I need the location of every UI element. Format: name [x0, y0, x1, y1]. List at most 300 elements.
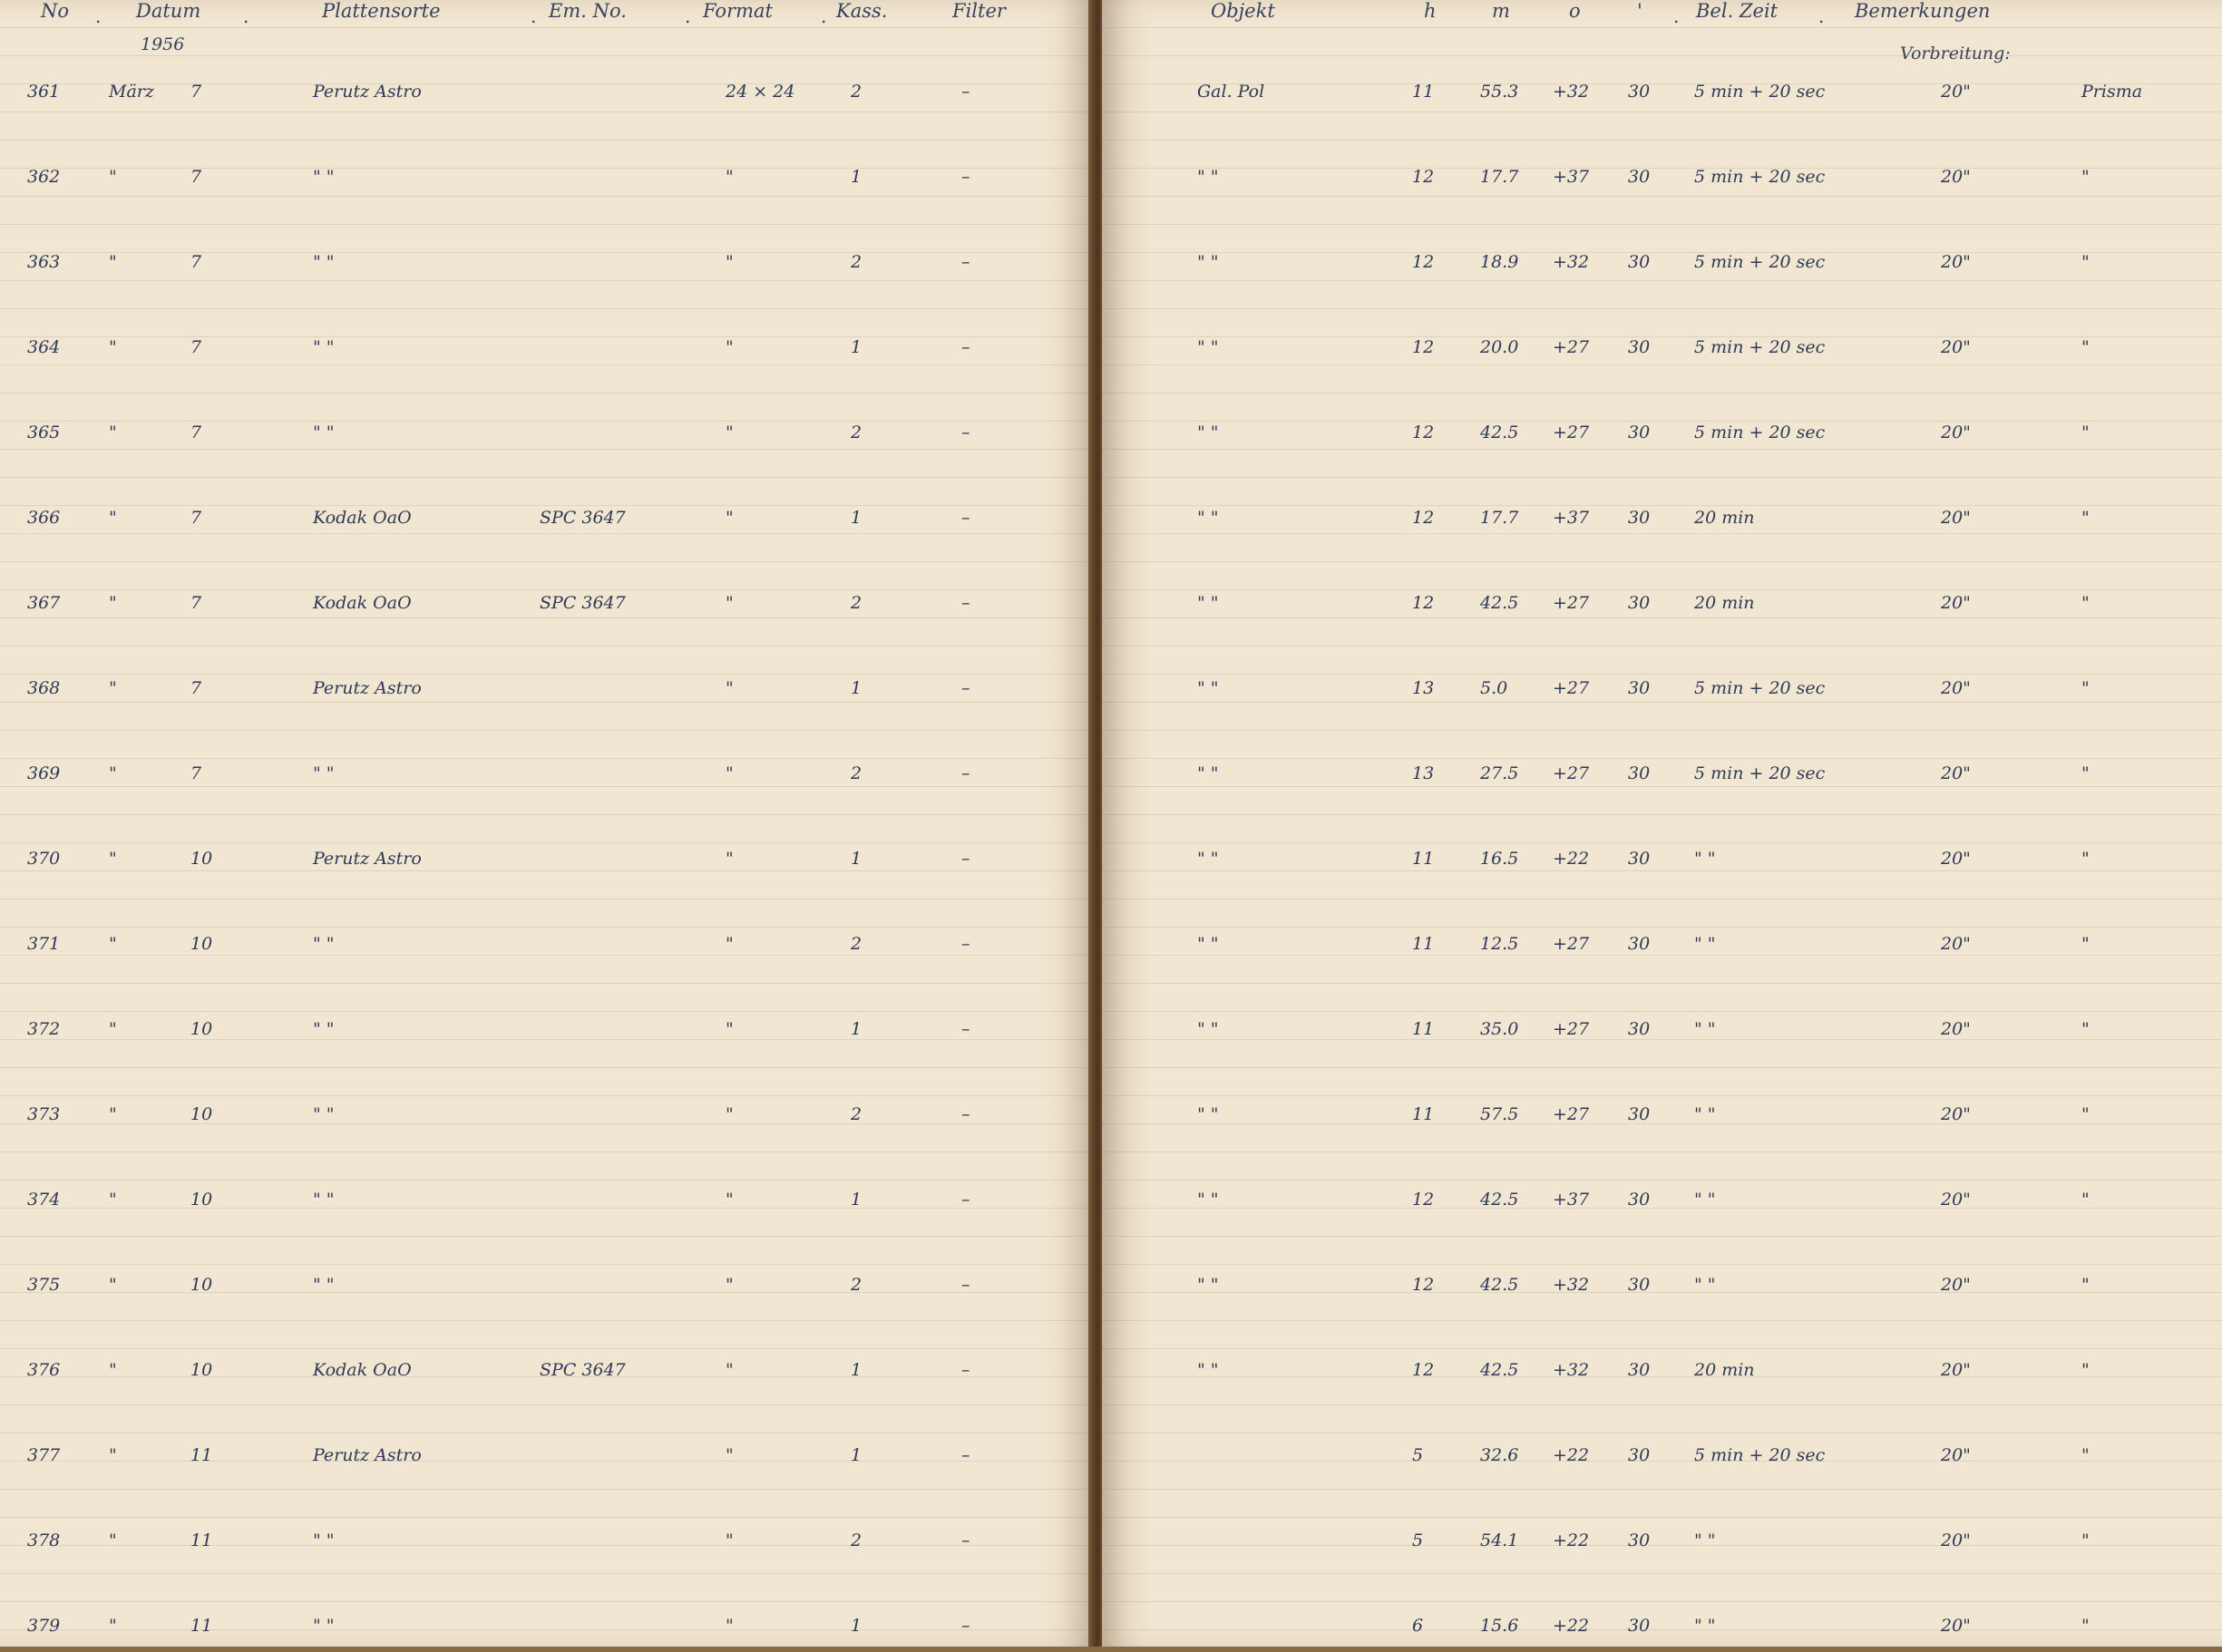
- cell-format: ": [726, 934, 734, 954]
- cell-day: 7: [190, 167, 202, 187]
- cell-day: 11: [190, 1616, 213, 1636]
- cell-kass: 1: [851, 1616, 862, 1636]
- cell-plate: Perutz Astro: [313, 849, 422, 869]
- cell-no: 378: [27, 1531, 61, 1550]
- cell-format: ": [726, 1275, 734, 1295]
- cell-m: 12.5: [1480, 934, 1519, 954]
- cell-kass: 2: [851, 593, 862, 613]
- log-row: [0, 1531, 2222, 1567]
- cell-vor: 20": [1941, 934, 1971, 954]
- cell-month: ": [109, 1190, 117, 1210]
- cell-day: 10: [190, 849, 213, 869]
- cell-plate: Perutz Astro: [313, 82, 422, 102]
- cell-obj: " ": [1197, 763, 1219, 783]
- cell-obj: Gal. Pol: [1197, 82, 1265, 102]
- cell-format: ": [726, 849, 734, 869]
- cell-format: 24 × 24: [726, 82, 795, 102]
- cell-kass: 2: [851, 1104, 862, 1124]
- cell-rem: ": [2081, 1531, 2090, 1550]
- cell-vor: 20": [1941, 1190, 1971, 1210]
- cell-m: 5.0: [1480, 678, 1508, 698]
- vorbereitung-label: Vorbreitung:: [1900, 44, 2011, 63]
- cell-deg: +27: [1553, 678, 1590, 698]
- cell-obj: " ": [1197, 1190, 1219, 1210]
- cell-bel: 5 min + 20 sec: [1694, 423, 1826, 442]
- cell-plate: " ": [313, 1275, 335, 1295]
- log-row: [0, 1275, 2222, 1311]
- cell-em: SPC 3647: [540, 508, 626, 528]
- cell-no: 362: [27, 167, 61, 187]
- cell-deg: +32: [1553, 82, 1590, 102]
- cell-bel: " ": [1694, 1104, 1716, 1124]
- cell-no: 361: [27, 82, 61, 102]
- cell-deg: +27: [1553, 1019, 1590, 1039]
- log-row: [0, 934, 2222, 970]
- cell-m: 54.1: [1480, 1531, 1519, 1550]
- cell-month: ": [109, 1019, 117, 1039]
- cell-h: 12: [1412, 1190, 1435, 1210]
- header-separator: .: [821, 5, 827, 27]
- log-row: [0, 763, 2222, 800]
- cell-obj: " ": [1197, 167, 1219, 187]
- cell-vor: 20": [1941, 849, 1971, 869]
- cell-deg: +32: [1553, 252, 1590, 272]
- cell-h: 12: [1412, 252, 1435, 272]
- cell-filter: –: [961, 337, 970, 357]
- log-row: [0, 82, 2222, 118]
- cell-kass: 1: [851, 1190, 862, 1210]
- cell-em: SPC 3647: [540, 593, 626, 613]
- cell-deg: +32: [1553, 1275, 1590, 1295]
- cell-h: 12: [1412, 508, 1435, 528]
- cell-month: ": [109, 1104, 117, 1124]
- cell-deg: +22: [1553, 1616, 1590, 1636]
- cell-bel: " ": [1694, 1019, 1716, 1039]
- cell-m: 42.5: [1480, 423, 1519, 442]
- cell-obj: " ": [1197, 1360, 1219, 1380]
- cell-rem: ": [2081, 1275, 2090, 1295]
- cell-min: 30: [1628, 1360, 1651, 1380]
- cell-format: ": [726, 423, 734, 442]
- cell-min: 30: [1628, 1190, 1651, 1210]
- cell-m: 16.5: [1480, 849, 1519, 869]
- cell-bel: " ": [1694, 1531, 1716, 1550]
- cell-vor: 20": [1941, 167, 1971, 187]
- cell-plate: " ": [313, 423, 335, 442]
- cell-deg: +37: [1553, 1190, 1590, 1210]
- cell-month: ": [109, 934, 117, 954]
- cell-kass: 2: [851, 934, 862, 954]
- cell-kass: 2: [851, 82, 862, 102]
- cell-obj: " ": [1197, 423, 1219, 442]
- header-format: Format: [703, 0, 773, 22]
- cell-h: 5: [1412, 1531, 1424, 1550]
- cell-format: ": [726, 1104, 734, 1124]
- cell-no: 376: [27, 1360, 61, 1380]
- cell-deg: +22: [1553, 849, 1590, 869]
- cell-h: 11: [1412, 1104, 1435, 1124]
- cell-min: 30: [1628, 1616, 1651, 1636]
- cell-format: ": [726, 1445, 734, 1465]
- cell-m: 17.7: [1480, 167, 1519, 187]
- cell-min: 30: [1628, 423, 1651, 442]
- cell-plate: " ": [313, 1104, 335, 1124]
- cell-day: 7: [190, 423, 202, 442]
- cell-min: 30: [1628, 934, 1651, 954]
- cell-filter: –: [961, 763, 970, 783]
- cell-plate: " ": [313, 1190, 335, 1210]
- cell-filter: –: [961, 1104, 970, 1124]
- cell-vor: 20": [1941, 1445, 1971, 1465]
- year-label: 1956: [141, 34, 185, 54]
- cell-bel: " ": [1694, 1190, 1716, 1210]
- cell-deg: +32: [1553, 1360, 1590, 1380]
- cell-rem: ": [2081, 1445, 2090, 1465]
- cell-month: ": [109, 252, 117, 272]
- cell-vor: 20": [1941, 508, 1971, 528]
- cell-min: 30: [1628, 1019, 1651, 1039]
- log-row: [0, 593, 2222, 629]
- cell-bel: " ": [1694, 934, 1716, 954]
- cell-plate: " ": [313, 763, 335, 783]
- cell-min: 30: [1628, 252, 1651, 272]
- cell-h: 12: [1412, 593, 1435, 613]
- cell-no: 367: [27, 593, 61, 613]
- cell-filter: –: [961, 167, 970, 187]
- cell-rem: ": [2081, 252, 2090, 272]
- cell-month: ": [109, 508, 117, 528]
- cell-plate: " ": [313, 337, 335, 357]
- cell-no: 379: [27, 1616, 61, 1636]
- cell-min: 30: [1628, 1275, 1651, 1295]
- cell-no: 369: [27, 763, 61, 783]
- cell-rem: ": [2081, 678, 2090, 698]
- header-kass: Kass.: [836, 0, 888, 22]
- cell-h: 12: [1412, 167, 1435, 187]
- cell-kass: 1: [851, 337, 862, 357]
- cell-deg: +27: [1553, 593, 1590, 613]
- cell-filter: –: [961, 849, 970, 869]
- cell-h: 11: [1412, 934, 1435, 954]
- cell-no: 366: [27, 508, 61, 528]
- cell-obj: " ": [1197, 1019, 1219, 1039]
- header-separator: .: [1818, 5, 1825, 27]
- cell-format: ": [726, 1616, 734, 1636]
- cell-no: 370: [27, 849, 61, 869]
- cell-no: 364: [27, 337, 61, 357]
- log-row: [0, 849, 2222, 885]
- cell-day: 10: [190, 1019, 213, 1039]
- cell-obj: " ": [1197, 849, 1219, 869]
- cell-bel: " ": [1694, 1616, 1716, 1636]
- cell-bel: 20 min: [1694, 1360, 1755, 1380]
- cell-format: ": [726, 1019, 734, 1039]
- cell-filter: –: [961, 252, 970, 272]
- cell-format: ": [726, 1531, 734, 1550]
- cell-m: 42.5: [1480, 593, 1519, 613]
- cell-plate: Kodak OaO: [313, 508, 412, 528]
- cell-m: 55.3: [1480, 82, 1519, 102]
- cell-no: 374: [27, 1190, 61, 1210]
- cell-no: 377: [27, 1445, 61, 1465]
- cell-bel: 20 min: [1694, 508, 1755, 528]
- cell-day: 10: [190, 1190, 213, 1210]
- cell-filter: –: [961, 423, 970, 442]
- cell-no: 363: [27, 252, 61, 272]
- cell-month: ": [109, 678, 117, 698]
- cell-h: 5: [1412, 1445, 1424, 1465]
- cell-bel: " ": [1694, 849, 1716, 869]
- cell-bel: 5 min + 20 sec: [1694, 252, 1826, 272]
- cell-h: 12: [1412, 337, 1435, 357]
- cell-no: 365: [27, 423, 61, 442]
- cell-deg: +27: [1553, 763, 1590, 783]
- cell-min: 30: [1628, 849, 1651, 869]
- cell-kass: 1: [851, 1360, 862, 1380]
- cell-plate: " ": [313, 252, 335, 272]
- cell-rem: ": [2081, 1104, 2090, 1124]
- cell-m: 27.5: [1480, 763, 1519, 783]
- header-datum: Datum: [136, 0, 201, 22]
- cell-deg: +27: [1553, 337, 1590, 357]
- cell-plate: " ": [313, 1019, 335, 1039]
- cell-rem: ": [2081, 1616, 2090, 1636]
- cell-month: ": [109, 1445, 117, 1465]
- cell-deg: +27: [1553, 1104, 1590, 1124]
- left-page: [0, 0, 1093, 1647]
- header-bel-zeit: Bel. Zeit: [1696, 0, 1779, 22]
- cell-month: ": [109, 1531, 117, 1550]
- cell-day: 7: [190, 252, 202, 272]
- cell-month: ": [109, 1616, 117, 1636]
- header-em-no: Em. No.: [549, 0, 627, 22]
- cell-kass: 1: [851, 678, 862, 698]
- cell-day: 10: [190, 934, 213, 954]
- log-row: [0, 678, 2222, 714]
- cell-vor: 20": [1941, 1616, 1971, 1636]
- cell-min: 30: [1628, 1445, 1651, 1465]
- cell-filter: –: [961, 934, 970, 954]
- cell-kass: 2: [851, 423, 862, 442]
- cell-rem: ": [2081, 934, 2090, 954]
- cell-obj: " ": [1197, 337, 1219, 357]
- cell-rem: ": [2081, 849, 2090, 869]
- header-separator: .: [243, 5, 249, 27]
- header-separator: .: [1673, 5, 1680, 27]
- cell-vor: 20": [1941, 423, 1971, 442]
- header-deg: o: [1569, 0, 1581, 22]
- cell-no: 373: [27, 1104, 61, 1124]
- cell-obj: " ": [1197, 1104, 1219, 1124]
- cell-month: ": [109, 1275, 117, 1295]
- cell-plate: Kodak OaO: [313, 593, 412, 613]
- cell-m: 20.0: [1480, 337, 1519, 357]
- cell-month: ": [109, 849, 117, 869]
- cell-bel: 5 min + 20 sec: [1694, 678, 1826, 698]
- cell-filter: –: [961, 678, 970, 698]
- cell-min: 30: [1628, 167, 1651, 187]
- cell-filter: –: [961, 508, 970, 528]
- cell-h: 11: [1412, 849, 1435, 869]
- cell-h: 12: [1412, 1360, 1435, 1380]
- cell-h: 6: [1412, 1616, 1424, 1636]
- cell-day: 7: [190, 678, 202, 698]
- cell-bel: 5 min + 20 sec: [1694, 1445, 1826, 1465]
- cell-filter: –: [961, 1531, 970, 1550]
- cell-month: ": [109, 1360, 117, 1380]
- cell-filter: –: [961, 82, 970, 102]
- cell-filter: –: [961, 593, 970, 613]
- cell-month: ": [109, 337, 117, 357]
- cell-day: 11: [190, 1445, 213, 1465]
- log-row: [0, 1616, 2222, 1652]
- cell-h: 11: [1412, 1019, 1435, 1039]
- log-row: [0, 1445, 2222, 1482]
- cell-min: 30: [1628, 1531, 1651, 1550]
- cell-min: 30: [1628, 82, 1651, 102]
- cell-rem: ": [2081, 508, 2090, 528]
- cell-m: 15.6: [1480, 1616, 1519, 1636]
- cell-format: ": [726, 593, 734, 613]
- cell-m: 17.7: [1480, 508, 1519, 528]
- cell-obj: " ": [1197, 934, 1219, 954]
- cell-kass: 2: [851, 763, 862, 783]
- cell-rem: ": [2081, 1190, 2090, 1210]
- cell-format: ": [726, 252, 734, 272]
- cell-no: 372: [27, 1019, 61, 1039]
- cell-vor: 20": [1941, 337, 1971, 357]
- cell-vor: 20": [1941, 1360, 1971, 1380]
- cell-month: ": [109, 763, 117, 783]
- header-m: m: [1492, 0, 1510, 22]
- cell-format: ": [726, 337, 734, 357]
- cell-rem: ": [2081, 1019, 2090, 1039]
- cell-vor: 20": [1941, 1019, 1971, 1039]
- cell-bel: 5 min + 20 sec: [1694, 82, 1826, 102]
- cell-m: 32.6: [1480, 1445, 1519, 1465]
- cell-kass: 1: [851, 849, 862, 869]
- cell-kass: 1: [851, 1445, 862, 1465]
- cell-format: ": [726, 678, 734, 698]
- cell-deg: +22: [1553, 1531, 1590, 1550]
- cell-filter: –: [961, 1019, 970, 1039]
- cell-plate: " ": [313, 934, 335, 954]
- cell-deg: +27: [1553, 423, 1590, 442]
- cell-min: 30: [1628, 337, 1651, 357]
- cell-vor: 20": [1941, 1531, 1971, 1550]
- cell-min: 30: [1628, 593, 1651, 613]
- right-page: [1102, 0, 2222, 1647]
- cell-kass: 2: [851, 1275, 862, 1295]
- cell-h: 12: [1412, 1275, 1435, 1295]
- cell-filter: –: [961, 1360, 970, 1380]
- cell-bel: 5 min + 20 sec: [1694, 167, 1826, 187]
- cell-m: 42.5: [1480, 1360, 1519, 1380]
- cell-plate: " ": [313, 1616, 335, 1636]
- cell-day: 7: [190, 337, 202, 357]
- cell-bel: 5 min + 20 sec: [1694, 337, 1826, 357]
- cell-day: 10: [190, 1360, 213, 1380]
- cell-min: 30: [1628, 508, 1651, 528]
- header-filter: Filter: [952, 0, 1006, 22]
- log-row: [0, 167, 2222, 203]
- cell-plate: Perutz Astro: [313, 1445, 422, 1465]
- cell-bel: " ": [1694, 1275, 1716, 1295]
- cell-min: 30: [1628, 1104, 1651, 1124]
- cell-vor: 20": [1941, 1104, 1971, 1124]
- cell-day: 7: [190, 508, 202, 528]
- cell-deg: +37: [1553, 508, 1590, 528]
- cell-bel: 5 min + 20 sec: [1694, 763, 1826, 783]
- cell-m: 18.9: [1480, 252, 1519, 272]
- cell-m: 35.0: [1480, 1019, 1519, 1039]
- cell-plate: " ": [313, 167, 335, 187]
- cell-obj: " ": [1197, 1275, 1219, 1295]
- log-row: [0, 337, 2222, 374]
- cell-vor: 20": [1941, 678, 1971, 698]
- cell-obj: " ": [1197, 678, 1219, 698]
- cell-no: 368: [27, 678, 61, 698]
- cell-min: 30: [1628, 763, 1651, 783]
- cell-day: 7: [190, 82, 202, 102]
- log-row: [0, 423, 2222, 459]
- header-objekt: Objekt: [1211, 0, 1275, 22]
- cell-format: ": [726, 1190, 734, 1210]
- cell-format: ": [726, 508, 734, 528]
- header-bemerkungen: Bemerkungen: [1855, 0, 1991, 22]
- cell-month: ": [109, 423, 117, 442]
- header-separator: .: [685, 5, 691, 27]
- header-min: ': [1637, 0, 1642, 22]
- cell-plate: " ": [313, 1531, 335, 1550]
- cell-m: 42.5: [1480, 1275, 1519, 1295]
- header-h: h: [1424, 0, 1437, 22]
- cell-day: 10: [190, 1275, 213, 1295]
- cell-format: ": [726, 1360, 734, 1380]
- cell-m: 42.5: [1480, 1190, 1519, 1210]
- cell-month: ": [109, 167, 117, 187]
- cell-rem: ": [2081, 423, 2090, 442]
- cell-em: SPC 3647: [540, 1360, 626, 1380]
- cell-rem: ": [2081, 763, 2090, 783]
- cell-vor: 20": [1941, 1275, 1971, 1295]
- cell-rem: ": [2081, 167, 2090, 187]
- cell-m: 57.5: [1480, 1104, 1519, 1124]
- log-row: [0, 1019, 2222, 1055]
- cell-no: 375: [27, 1275, 61, 1295]
- cell-no: 371: [27, 934, 61, 954]
- cell-format: ": [726, 167, 734, 187]
- cell-month: März: [109, 82, 154, 102]
- log-row: [0, 508, 2222, 544]
- cell-day: 7: [190, 763, 202, 783]
- cell-bel: 20 min: [1694, 593, 1755, 613]
- cell-deg: +22: [1553, 1445, 1590, 1465]
- cell-h: 12: [1412, 423, 1435, 442]
- cell-kass: 1: [851, 167, 862, 187]
- cell-obj: " ": [1197, 508, 1219, 528]
- cell-kass: 2: [851, 1531, 862, 1550]
- cell-plate: Kodak OaO: [313, 1360, 412, 1380]
- cell-filter: –: [961, 1445, 970, 1465]
- log-row: [0, 252, 2222, 288]
- cell-h: 13: [1412, 678, 1435, 698]
- cell-rem: ": [2081, 337, 2090, 357]
- cell-rem: ": [2081, 593, 2090, 613]
- cell-rem: Prisma: [2081, 82, 2143, 102]
- cell-filter: –: [961, 1190, 970, 1210]
- cell-vor: 20": [1941, 82, 1971, 102]
